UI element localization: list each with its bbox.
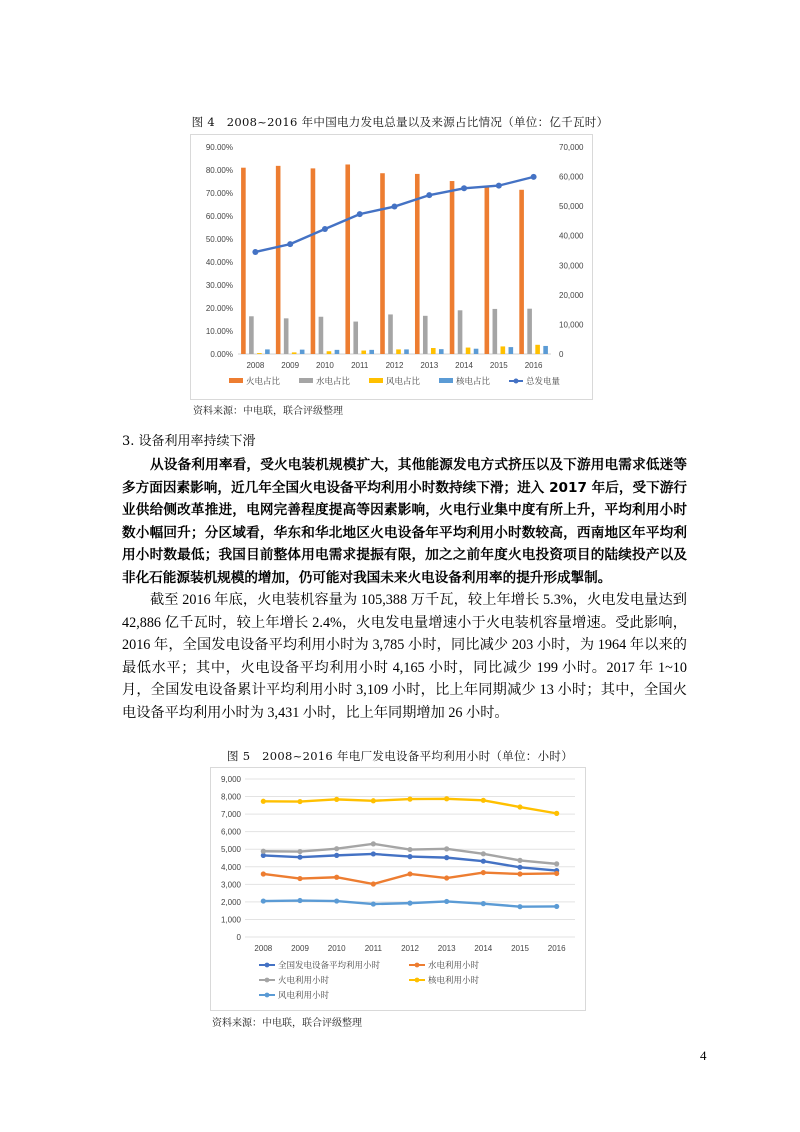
point-核电利用小时	[297, 799, 302, 804]
bar-风电占比	[396, 349, 401, 354]
x-tick-label: 2010	[316, 361, 334, 370]
bar-风电占比	[431, 348, 436, 354]
bar-火电占比	[311, 168, 316, 354]
x-tick-label: 2013	[437, 944, 456, 953]
bar-核电占比	[404, 349, 409, 354]
bar-核电占比	[369, 350, 374, 354]
line-总发电量	[255, 177, 533, 252]
legend-swatch	[369, 378, 383, 383]
point-全国发电设备平均利用小时	[517, 865, 522, 870]
legend-swatch-marker	[265, 993, 270, 998]
x-tick-label: 2015	[489, 361, 508, 370]
point-总发电量	[252, 249, 258, 255]
x-tick-label: 2008	[246, 361, 265, 370]
point-火电利用小时	[554, 861, 559, 866]
y-tick-label: 4,000	[220, 862, 241, 872]
point-水电利用小时	[334, 875, 339, 880]
point-风电利用小时	[444, 899, 449, 904]
x-tick-label: 2014	[455, 361, 473, 370]
point-风电利用小时	[334, 898, 339, 903]
point-全国发电设备平均利用小时	[481, 859, 486, 864]
point-全国发电设备平均利用小时	[334, 853, 339, 858]
bar-水电占比	[527, 309, 532, 354]
point-火电利用小时	[517, 858, 522, 863]
bar-水电占比	[249, 316, 254, 354]
point-全国发电设备平均利用小时	[444, 855, 449, 860]
y-right-tick-label: 30,000	[559, 261, 584, 271]
figure4-chart	[190, 134, 593, 400]
point-风电利用小时	[407, 901, 412, 906]
figure5-chart	[210, 767, 586, 1011]
figure4-svg	[191, 135, 592, 399]
bar-核电占比	[474, 349, 479, 354]
bar-风电占比	[501, 346, 506, 354]
bar-风电占比	[257, 353, 262, 354]
x-tick-label: 2015	[511, 944, 529, 953]
point-总发电量	[461, 185, 467, 191]
point-核电利用小时	[481, 798, 486, 803]
x-tick-label: 2010	[327, 944, 346, 953]
y-tick-label: 2,000	[220, 897, 241, 907]
legend-label: 风电利用小时	[278, 990, 330, 1000]
legend-swatch	[299, 378, 313, 383]
y-left-tick-label: 80.00%	[205, 166, 233, 175]
legend-label: 风电占比	[386, 376, 421, 386]
point-火电利用小时	[261, 849, 266, 854]
point-火电利用小时	[444, 846, 449, 851]
y-left-tick-label: 0.00%	[210, 350, 233, 359]
legend-swatch-marker	[514, 379, 519, 384]
y-right-tick-label: 10,000	[559, 320, 584, 330]
legend-swatch-marker	[265, 978, 270, 983]
point-水电利用小时	[297, 876, 302, 881]
legend-swatch	[439, 378, 453, 383]
bar-风电占比	[292, 352, 297, 354]
point-水电利用小时	[444, 875, 449, 880]
point-总发电量	[322, 226, 328, 232]
bar-风电占比	[361, 351, 366, 354]
point-水电利用小时	[481, 870, 486, 875]
bar-火电占比	[345, 164, 350, 354]
point-水电利用小时	[517, 871, 522, 876]
x-tick-label: 2016	[524, 361, 543, 370]
figure5-source: 资料来源：中电联，联合评级整理	[212, 1018, 362, 1029]
y-right-tick-label: 20,000	[559, 290, 584, 300]
point-火电利用小时	[334, 846, 339, 851]
bar-水电占比	[353, 322, 358, 354]
y-tick-label: 1,000	[220, 915, 241, 925]
y-right-tick-label: 60,000	[559, 172, 584, 182]
point-风电利用小时	[297, 898, 302, 903]
y-right-tick-label: 50,000	[559, 202, 584, 212]
point-火电利用小时	[371, 841, 376, 846]
point-火电利用小时	[297, 849, 302, 854]
bar-核电占比	[265, 349, 270, 354]
y-left-tick-label: 70.00%	[205, 189, 233, 198]
x-tick-label: 2012	[385, 361, 404, 370]
bar-火电占比	[241, 168, 246, 354]
point-总发电量	[392, 204, 398, 210]
x-tick-label: 2014	[474, 944, 493, 953]
point-总发电量	[496, 183, 502, 189]
point-核电利用小时	[407, 797, 412, 802]
x-tick-label: 2008	[254, 944, 273, 953]
y-left-tick-label: 50.00%	[205, 235, 233, 244]
point-核电利用小时	[554, 811, 559, 816]
bar-水电占比	[388, 314, 393, 354]
bar-核电占比	[543, 346, 548, 354]
point-全国发电设备平均利用小时	[407, 854, 412, 859]
point-水电利用小时	[371, 881, 376, 886]
x-tick-label: 2009	[281, 361, 300, 370]
point-风电利用小时	[371, 901, 376, 906]
legend-label: 水电占比	[316, 376, 351, 386]
point-总发电量	[426, 192, 432, 198]
bar-火电占比	[276, 166, 281, 354]
paragraph-detail: 截至 2016 年底，火电装机容量为 105,388 万千瓦，较上年增长 5.3%，火电发电量达到 42,886 亿千瓦时，较上年增长 2.4%，火电发电量增速小于火电装机容量增速。受此影响，2016 年，全国发电设备平均利用小时为 3,785 小时，同比减少 203 小时，为 1964 年以来的最低水平；其中，火电设备平均利用小时 4,165 小时，同比减少 199 小时。2017 年 1~10 月，全国发电设备累计平均利用小时 3,109 小时，比上年同期减少 13 小时；其中，全国火电设备平均利用小时为 3,431 小时，比上年同期增加 26 小时。	[122, 592, 687, 721]
point-核电利用小时	[371, 798, 376, 803]
point-火电利用小时	[481, 851, 486, 856]
legend-swatch-marker	[265, 963, 270, 968]
y-left-tick-label: 10.00%	[205, 327, 233, 336]
x-tick-label: 2016	[547, 944, 566, 953]
y-tick-label: 3,000	[220, 880, 241, 890]
bar-核电占比	[300, 350, 305, 354]
y-tick-label: 9,000	[220, 775, 241, 784]
legend-label: 总发电量	[526, 376, 561, 386]
y-tick-label: 6,000	[220, 827, 241, 837]
bar-核电占比	[439, 349, 444, 354]
point-总发电量	[287, 241, 293, 247]
point-总发电量	[531, 174, 537, 180]
paragraph-summary: 从设备利用率看，受火电装机规模扩大，其他能源发电方式挤压以及下游用电需求低迷等多方面因素影响，近几年全国火电设备平均利用小时数持续下滑；进入 2017 年后，受下游行业供给侧改革推进，电网完善程度提高等因素影响，火电行业集中度有所上升，平均利用小时数小幅回升；分区域看，华东和华北地区火电设备年平均利用小时数较高，西南地区年平均利用小时数最低；我国目前整体用电需求提振有限，加之之前年度火电投资项目的陆续投产以及非化石能源装机规模的增加，仍可能对我国未来火电设备利用率的提升形成掣制。	[122, 457, 687, 586]
x-tick-label: 2013	[420, 361, 439, 370]
point-风电利用小时	[554, 904, 559, 909]
figure5-svg	[211, 768, 585, 1010]
point-核电利用小时	[261, 799, 266, 804]
legend-swatch-marker	[415, 978, 420, 983]
legend-swatch-marker	[415, 963, 420, 968]
bar-火电占比	[415, 174, 420, 354]
legend-label: 水电利用小时	[428, 960, 480, 970]
y-tick-label: 5,000	[220, 845, 241, 855]
line-火电利用小时	[263, 844, 556, 864]
point-总发电量	[357, 211, 363, 217]
figure4-source: 资料来源：中电联，联合评级整理	[193, 406, 343, 417]
bar-核电占比	[335, 350, 340, 354]
y-right-tick-label: 0	[559, 350, 564, 359]
point-核电利用小时	[334, 797, 339, 802]
y-tick-label: 8,000	[220, 792, 241, 802]
y-left-tick-label: 40.00%	[205, 258, 233, 267]
x-tick-label: 2011	[351, 361, 369, 370]
legend-label: 核电占比	[456, 376, 491, 386]
y-left-tick-label: 20.00%	[205, 304, 233, 313]
bar-风电占比	[327, 351, 332, 354]
y-tick-label: 7,000	[220, 810, 241, 820]
point-水电利用小时	[554, 871, 559, 876]
bar-水电占比	[423, 316, 428, 354]
figure5-title: 图 5 2008~2016 年电厂发电设备平均利用小时（单位：小时）	[227, 749, 573, 763]
x-tick-label: 2012	[401, 944, 419, 953]
bar-火电占比	[380, 173, 385, 354]
page-number: 4	[700, 1048, 707, 1063]
bar-水电占比	[493, 309, 498, 354]
point-核电利用小时	[517, 804, 522, 809]
y-left-tick-label: 30.00%	[205, 281, 233, 290]
legend-swatch	[229, 378, 243, 383]
bar-核电占比	[509, 347, 514, 354]
bar-火电占比	[450, 181, 455, 354]
point-全国发电设备平均利用小时	[371, 851, 376, 856]
point-火电利用小时	[407, 847, 412, 852]
bar-火电占比	[519, 190, 524, 354]
y-left-tick-label: 60.00%	[205, 212, 233, 221]
point-风电利用小时	[517, 904, 522, 909]
point-水电利用小时	[261, 871, 266, 876]
x-tick-label: 2011	[364, 944, 382, 953]
y-left-tick-label: 90.00%	[205, 143, 233, 152]
point-风电利用小时	[481, 901, 486, 906]
bar-风电占比	[535, 345, 540, 354]
point-全国发电设备平均利用小时	[297, 855, 302, 860]
bar-水电占比	[458, 310, 463, 354]
y-tick-label: 0	[236, 933, 241, 942]
legend-label: 全国发电设备平均利用小时	[278, 960, 381, 970]
y-right-tick-label: 40,000	[559, 231, 584, 241]
section-heading: 3. 设备利用率持续下滑	[122, 434, 256, 449]
legend-label: 火电利用小时	[278, 975, 330, 985]
x-tick-label: 2009	[291, 944, 309, 953]
bar-水电占比	[284, 318, 289, 354]
point-风电利用小时	[261, 898, 266, 903]
legend-label: 核电利用小时	[428, 975, 480, 985]
figure4-title: 图 4 2008~2016 年中国电力发电总量以及来源占比情况（单位：亿千瓦时）	[191, 115, 609, 129]
legend-label: 火电占比	[246, 376, 281, 386]
bar-水电占比	[319, 317, 324, 354]
point-核电利用小时	[444, 796, 449, 801]
point-水电利用小时	[407, 871, 412, 876]
bar-火电占比	[485, 186, 490, 354]
y-right-tick-label: 70,000	[559, 143, 584, 152]
bar-风电占比	[466, 348, 471, 354]
